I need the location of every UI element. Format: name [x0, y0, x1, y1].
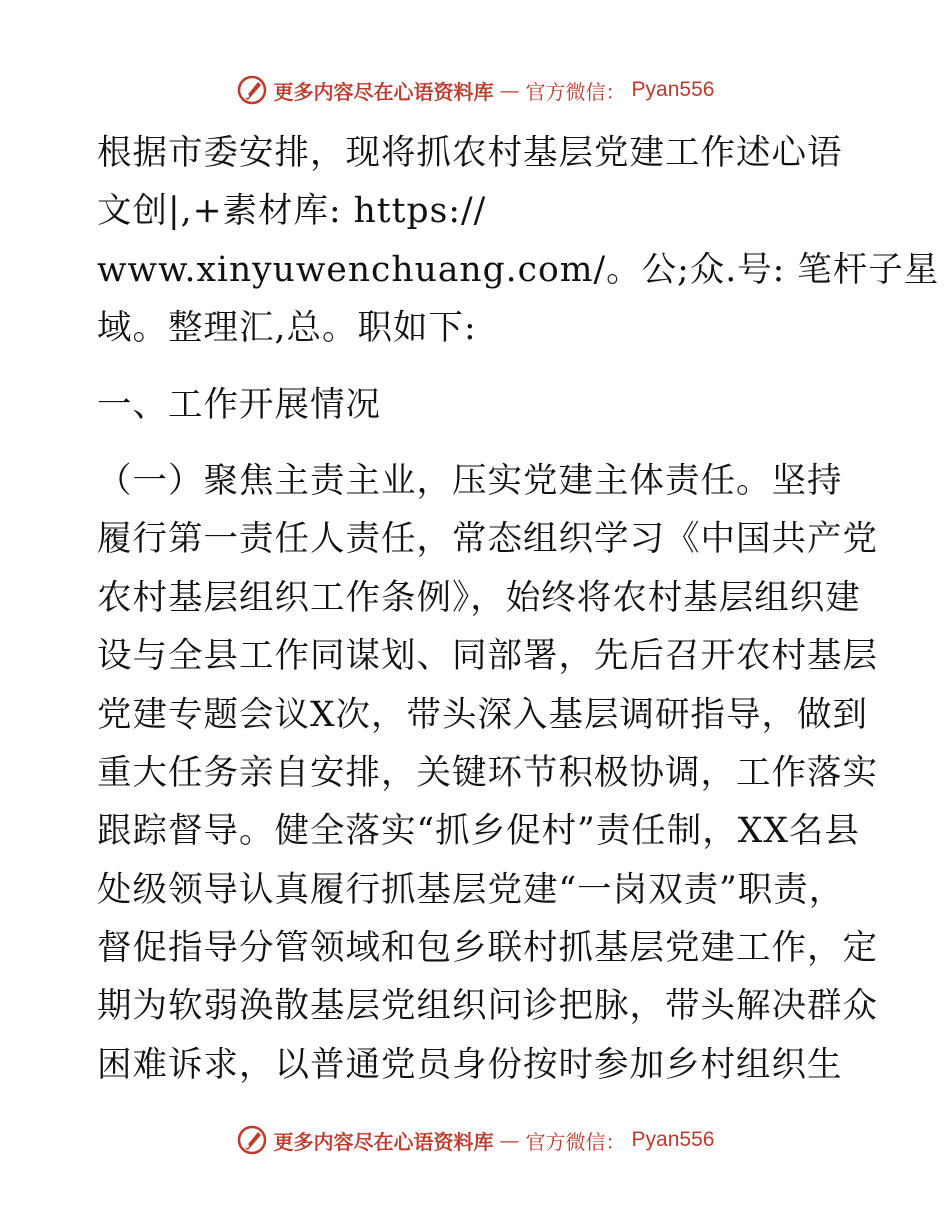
banner-text: 更多内容尽在心语资料库: [273, 79, 494, 104]
banner-separator: —: [499, 78, 520, 102]
banner-contact-label: 官方微信：: [525, 1129, 626, 1154]
intro-line: 文创|,+素材库: https://: [97, 191, 487, 232]
paragraph-line: 跟踪督导。健全落实“抓乡促村”责任制，XX名县: [97, 811, 860, 852]
body-paragraph: [97, 452, 878, 1094]
quill-pen-logo-icon: [236, 74, 268, 106]
intro-line: 根据市委安排，现将抓农村基层党建工作述心语: [97, 133, 843, 173]
paragraph-line: 党建专题会议X次，带头深入基层调研指导，做到: [97, 694, 869, 735]
banner-separator: —: [499, 1128, 520, 1152]
header-banner: [0, 70, 950, 110]
quill-pen-logo-icon: [236, 1124, 268, 1156]
footer-banner: [0, 1120, 950, 1160]
intro-line: www.xinyuwenchuang.com/。公;众.号: 笔杆子星: [97, 249, 940, 290]
paragraph-line: 农村基层组织工作条例》，始终将农村基层组织建: [97, 577, 861, 618]
banner-contact-label: 官方微信：: [525, 79, 626, 104]
banner-contact-id: Pyan556: [631, 1128, 715, 1151]
banner-text: 更多内容尽在心语资料库: [273, 1129, 494, 1154]
intro-line: 域。整理汇,总。职如下:: [97, 308, 477, 349]
paragraph-line: 设与全县工作同谋划、同部署，先后召开农村基层: [97, 636, 878, 677]
paragraph-line: 困难诉求，以普通党员身份按时参加乡村组织生: [97, 1044, 843, 1085]
paragraph-line: 处级领导认真履行抓基层党建“一岗双责”职责，: [97, 869, 845, 910]
paragraph-line: 期为软弱涣散基层党组织问诊把脉，带头解决群众: [97, 986, 878, 1027]
banner-contact-id: Pyan556: [631, 78, 715, 101]
paragraph-line: 督促指导分管领域和包乡联村抓基层党建工作，定: [97, 928, 878, 969]
paragraph-line: （一）聚焦主责主业，压实党建主体责任。坚持: [97, 460, 843, 501]
paragraph-line: 重大任务亲自安排，关键环节积极协调，工作落实: [97, 752, 878, 793]
paragraph-line: 履行第一责任人责任，常态组织学习《中国共产党: [97, 519, 878, 560]
document-body: [97, 124, 940, 1094]
intro-paragraph: [97, 124, 940, 358]
section-heading: 一、工作开展情况: [97, 384, 381, 425]
